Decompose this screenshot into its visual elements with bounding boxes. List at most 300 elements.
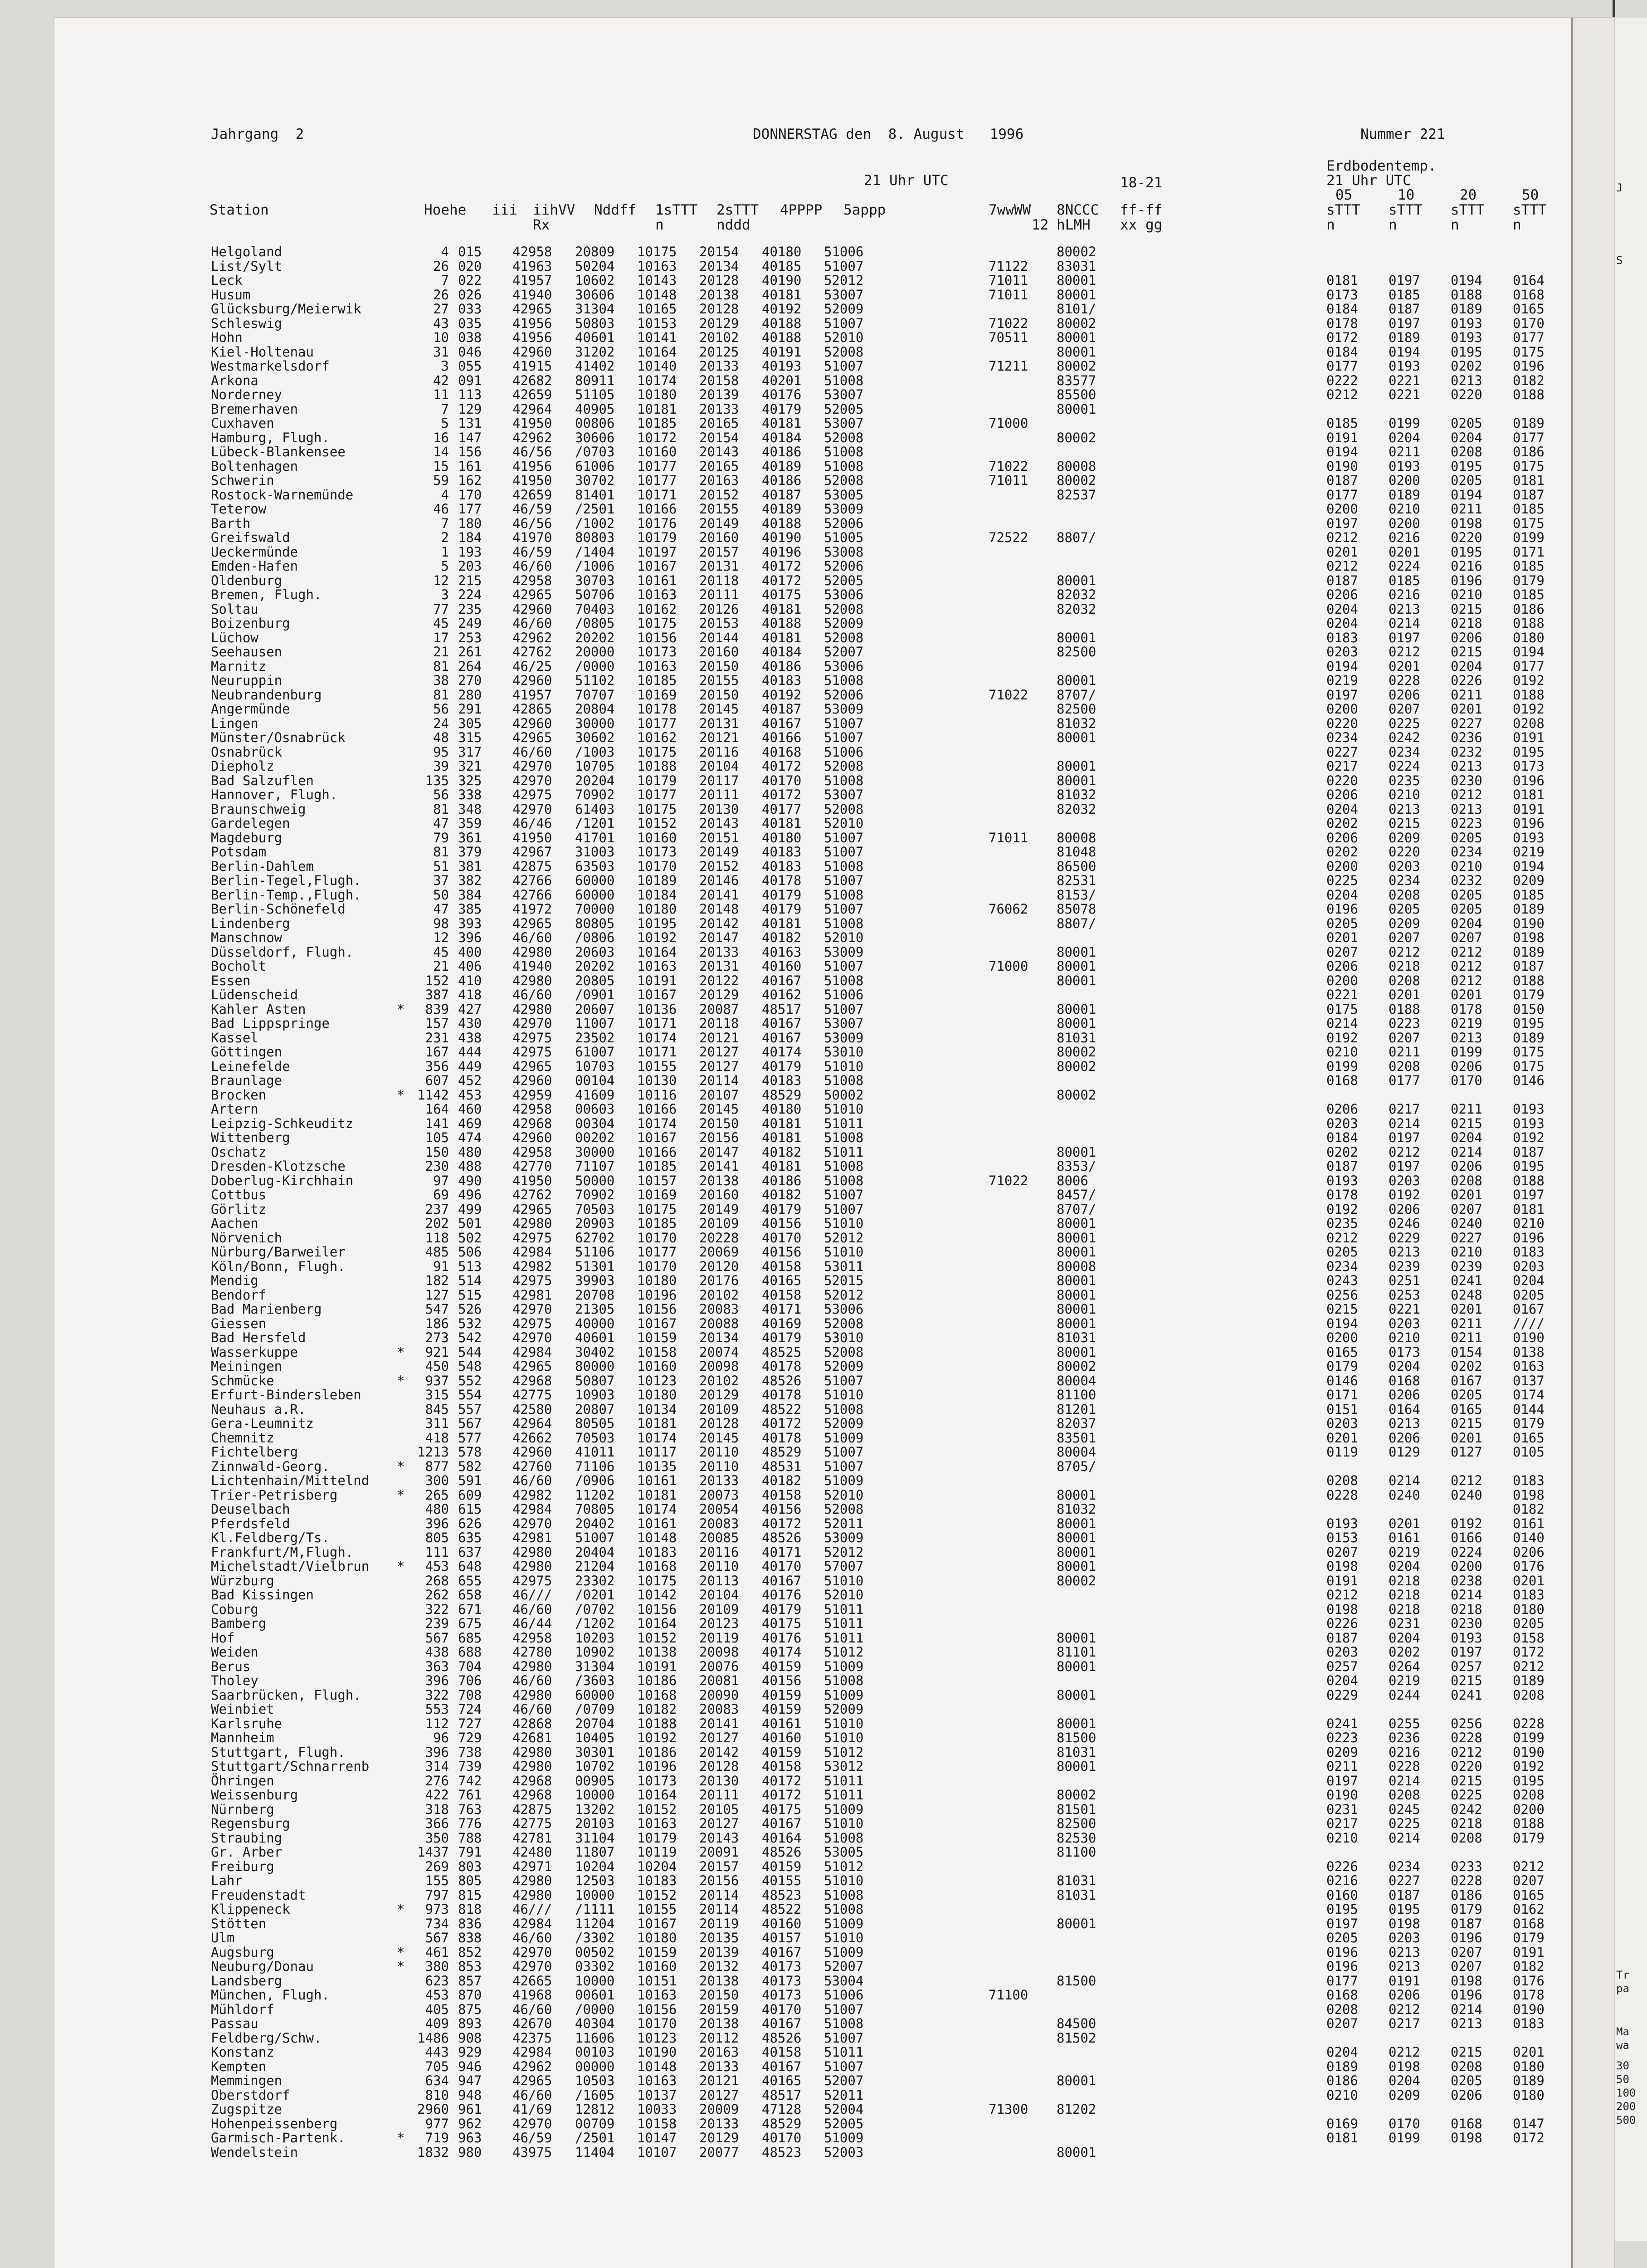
cell-station-name: Stuttgart/Schnarrenb — [211, 1759, 370, 1774]
cell-hoehe: 48 — [433, 730, 449, 745]
cell-station-name: Bad Salzuflen — [211, 772, 314, 788]
cell-soil-20: 0211 — [1451, 1315, 1482, 1331]
cell-soil-20: 0206 — [1451, 2087, 1482, 2103]
cell-iihvv: 42762 — [512, 644, 552, 660]
cell-soil-20: 0205 — [1451, 473, 1482, 488]
cell-1sttt: 10176 — [637, 515, 677, 531]
cell-iii: 961 — [458, 2102, 482, 2117]
cell-soil-20: 0215 — [1451, 1773, 1482, 1789]
cell-5appp: 53009 — [824, 501, 864, 517]
cell-soil-50: //// — [1513, 1315, 1545, 1331]
cell-iihvv: 42975 — [512, 1273, 552, 1288]
cell-1sttt: 10167 — [637, 1916, 677, 1931]
cell-5appp: 51009 — [824, 1658, 864, 1674]
cell-soil-20: 0206 — [1451, 1058, 1482, 1074]
cell-iii: 177 — [458, 501, 482, 517]
cell-8nccc: 83577 — [1057, 372, 1096, 388]
cell-5appp: 53004 — [824, 1973, 864, 1989]
cell-5appp: 51007 — [824, 315, 864, 331]
cell-2sttt: 20158 — [699, 372, 739, 388]
cell-nddff: 80911 — [575, 372, 615, 388]
cell-soil-20: 0213 — [1451, 1030, 1482, 1046]
cell-8nccc: 85500 — [1057, 387, 1096, 402]
cell-station-name: Teterow — [211, 501, 267, 517]
cell-nddff: 70902 — [575, 787, 615, 802]
cell-station-name: Helgoland — [211, 244, 283, 259]
cell-soil-05: 0210 — [1326, 2087, 1358, 2103]
cell-4pppp: 40156 — [762, 1501, 802, 1517]
cell-soil-10: 0203 — [1389, 1930, 1420, 1945]
cell-soil-50: 0180 — [1513, 630, 1545, 645]
cell-2sttt: 20129 — [699, 2130, 739, 2146]
cell-1sttt: 10160 — [637, 444, 677, 459]
cell-soil-20: 0154 — [1451, 1344, 1482, 1360]
cell-8nccc: 81031 — [1057, 1873, 1096, 1888]
col-header-ff-ff-sub: xx gg — [1120, 217, 1163, 233]
cell-8nccc: 82500 — [1057, 701, 1096, 717]
cell-2sttt: 20133 — [699, 2058, 739, 2074]
cell-soil-50: 0190 — [1513, 915, 1545, 931]
cell-iihvv: 42980 — [512, 944, 552, 960]
cell-iii: 131 — [458, 415, 482, 431]
cell-8nccc: 80001 — [1057, 673, 1096, 688]
cell-4pppp: 40180 — [762, 1101, 802, 1117]
cell-2sttt: 20127 — [699, 1816, 739, 1831]
cell-iihvv: 42968 — [512, 1787, 552, 1803]
col-header-hoehe: Hoehe — [424, 202, 467, 218]
cell-soil-05: 0208 — [1326, 1473, 1358, 1488]
cell-soil-05: 0203 — [1326, 1644, 1358, 1660]
cell-1sttt: 10180 — [637, 1387, 677, 1403]
cell-hoehe: 805 — [425, 1530, 449, 1545]
cell-4pppp: 40179 — [762, 887, 802, 903]
cell-soil-20: 0205 — [1451, 2073, 1482, 2088]
cell-iii: 532 — [458, 1315, 482, 1331]
cell-hoehe: 50 — [433, 887, 449, 903]
col-header-1sttt-sub: n — [655, 217, 664, 233]
cell-nddff: /1201 — [575, 816, 615, 831]
cell-hoehe: 366 — [425, 1816, 449, 1831]
cell-nddff: 31304 — [575, 301, 615, 317]
cell-2sttt: 20159 — [699, 2001, 739, 2017]
cell-soil-50: 0179 — [1513, 1830, 1545, 1846]
cell-soil-05: 0235 — [1326, 1216, 1358, 1231]
cell-4pppp: 40159 — [762, 1701, 802, 1717]
cell-soil-50: 0182 — [1513, 372, 1545, 388]
cell-nddff: 51007 — [575, 1530, 615, 1545]
cell-2sttt: 20148 — [699, 901, 739, 917]
cell-hoehe: 314 — [425, 1759, 449, 1774]
cell-soil-10: 0213 — [1389, 1944, 1420, 1960]
cell-soil-50: 0175 — [1513, 344, 1545, 360]
cell-8nccc: 81032 — [1057, 1501, 1096, 1517]
cell-4pppp: 40181 — [762, 601, 802, 617]
cell-soil-20: 0193 — [1451, 1630, 1482, 1646]
cell-iihvv: 46/60 — [512, 1930, 552, 1945]
cell-iii: 317 — [458, 744, 482, 760]
cell-2sttt: 20149 — [699, 844, 739, 860]
cell-soil-10: 0193 — [1389, 358, 1420, 374]
cell-5appp: 51010 — [824, 1873, 864, 1888]
cell-nddff: 30402 — [575, 1344, 615, 1360]
cell-hoehe: 300 — [425, 1473, 449, 1488]
cell-1sttt: 10195 — [637, 915, 677, 931]
cell-2sttt: 20146 — [699, 873, 739, 888]
cell-7wwww: 71022 — [989, 458, 1028, 474]
cell-5appp: 53007 — [824, 287, 864, 303]
cell-iihvv: 42964 — [512, 401, 552, 417]
cell-5appp: 57007 — [824, 1559, 864, 1574]
cell-soil-50: 0190 — [1513, 1744, 1545, 1760]
cell-hoehe: 79 — [433, 830, 449, 846]
cell-4pppp: 40174 — [762, 1644, 802, 1660]
cell-hoehe: 97 — [433, 1173, 449, 1188]
mountain-station-marker: * — [397, 1901, 405, 1917]
mountain-station-marker: * — [397, 1373, 405, 1388]
cell-soil-05: 0234 — [1326, 1258, 1358, 1274]
cell-iihvv: 42960 — [512, 715, 552, 731]
cell-soil-20: 0233 — [1451, 1858, 1482, 1874]
cell-5appp: 51012 — [824, 1744, 864, 1760]
cell-4pppp: 48522 — [762, 1401, 802, 1417]
cell-hoehe: 12 — [433, 930, 449, 945]
cell-1sttt: 10175 — [637, 1201, 677, 1217]
cell-iii: 963 — [458, 2130, 482, 2146]
cell-8nccc: 80001 — [1057, 973, 1096, 988]
cell-iii: 836 — [458, 1916, 482, 1931]
cell-soil-10: 0206 — [1389, 1987, 1420, 2003]
cell-hoehe: 21 — [433, 958, 449, 974]
cell-4pppp: 48525 — [762, 1344, 802, 1360]
cell-soil-10: 0201 — [1389, 987, 1420, 1002]
soil-header-n: n — [1451, 217, 1459, 233]
cell-hoehe: 81 — [433, 844, 449, 860]
cell-hoehe: 24 — [433, 715, 449, 731]
cell-nddff: 11807 — [575, 1844, 615, 1860]
cell-soil-10: 0206 — [1389, 1430, 1420, 1446]
cell-soil-50: 0163 — [1513, 1359, 1545, 1374]
cell-soil-20: 0202 — [1451, 1359, 1482, 1374]
cell-station-name: Cottbus — [211, 1187, 267, 1202]
cell-5appp: 52007 — [824, 1959, 864, 1974]
cell-soil-05: 0168 — [1326, 1987, 1358, 2003]
cell-4pppp: 40175 — [762, 587, 802, 602]
cell-iii: 980 — [458, 2144, 482, 2160]
cell-soil-50: 0209 — [1513, 873, 1545, 888]
cell-8nccc: 8807/ — [1057, 915, 1096, 931]
cell-nddff: 60000 — [575, 887, 615, 903]
cell-8nccc: 81031 — [1057, 1030, 1096, 1046]
cell-8nccc: 80001 — [1057, 758, 1096, 774]
cell-iii: 578 — [458, 1444, 482, 1460]
cell-1sttt: 10158 — [637, 2116, 677, 2131]
cell-4pppp: 48517 — [762, 2087, 802, 2103]
cell-soil-05: 0181 — [1326, 2130, 1358, 2146]
cell-iihvv: 46/// — [512, 1901, 552, 1917]
cell-nddff: 20000 — [575, 644, 615, 660]
cell-soil-50: 0193 — [1513, 830, 1545, 846]
cell-station-name: Diepholz — [211, 758, 274, 774]
cell-iihvv: 42970 — [512, 801, 552, 817]
cell-iihvv: 42984 — [512, 1916, 552, 1931]
cell-iii: 502 — [458, 1230, 482, 1246]
cell-soil-05: 0201 — [1326, 930, 1358, 945]
cell-soil-10: 0213 — [1389, 1416, 1420, 1431]
cell-4pppp: 40172 — [762, 787, 802, 802]
cell-iihvv: 42770 — [512, 1158, 552, 1174]
cell-iihvv: 42868 — [512, 1716, 552, 1731]
cell-nddff: 10203 — [575, 1630, 615, 1646]
cell-nddff: 80505 — [575, 1416, 615, 1431]
cell-8nccc: 80001 — [1057, 958, 1096, 974]
cell-4pppp: 40167 — [762, 1016, 802, 1031]
cell-soil-05: 0204 — [1326, 2044, 1358, 2060]
cell-1sttt: 10130 — [637, 1073, 677, 1088]
cell-8nccc: 80004 — [1057, 1444, 1096, 1460]
cell-iii: 875 — [458, 2001, 482, 2017]
cell-soil-50: 0212 — [1513, 1658, 1545, 1674]
cell-1sttt: 10181 — [637, 1416, 677, 1431]
cell-1sttt: 10163 — [637, 1816, 677, 1831]
cell-soil-20: 0205 — [1451, 1387, 1482, 1403]
mountain-station-marker: * — [397, 2130, 405, 2146]
cell-station-name: Lübeck-Blankensee — [211, 444, 346, 459]
cell-nddff: 31104 — [575, 1830, 615, 1846]
cell-2sttt: 20110 — [699, 1458, 739, 1474]
cell-soil-05: 0178 — [1326, 1187, 1358, 1202]
cell-soil-20: 0170 — [1451, 1073, 1482, 1088]
cell-soil-05: 0217 — [1326, 1816, 1358, 1831]
cell-hoehe: 7 — [441, 401, 449, 417]
cell-iii: 410 — [458, 973, 482, 988]
cell-iihvv: 42975 — [512, 1573, 552, 1589]
cell-iii: 033 — [458, 301, 482, 317]
cell-1sttt: 10178 — [637, 701, 677, 717]
soil-header-sttt: sTTT — [1389, 202, 1423, 218]
cell-soil-50: 0174 — [1513, 1387, 1545, 1403]
cell-4pppp: 40196 — [762, 544, 802, 560]
cell-1sttt: 10170 — [637, 1258, 677, 1274]
cell-hoehe: 1 — [441, 544, 449, 560]
cell-soil-20: 0220 — [1451, 1759, 1482, 1774]
cell-soil-05: 0196 — [1326, 1944, 1358, 1960]
cell-soil-50: 0194 — [1513, 644, 1545, 660]
cell-1sttt: 10161 — [637, 1473, 677, 1488]
cell-iii: 046 — [458, 344, 482, 360]
cell-5appp: 52008 — [824, 1344, 864, 1360]
cell-iihvv: 46/56 — [512, 444, 552, 459]
cell-4pppp: 40191 — [762, 344, 802, 360]
cell-5appp: 51007 — [824, 830, 864, 846]
cell-iii: 591 — [458, 1473, 482, 1488]
cell-station-name: Neuhaus a.R. — [211, 1401, 306, 1417]
cell-station-name: Bremen, Flugh. — [211, 587, 322, 602]
cell-2sttt: 20176 — [699, 1273, 739, 1288]
cell-8nccc: 82500 — [1057, 644, 1096, 660]
cell-4pppp: 40170 — [762, 2001, 802, 2017]
cell-2sttt: 20102 — [699, 1373, 739, 1388]
cell-nddff: 13202 — [575, 1801, 615, 1817]
cell-hoehe: 380 — [425, 1959, 449, 1974]
cell-station-name: Bremerhaven — [211, 401, 298, 417]
cell-2sttt: 20145 — [699, 701, 739, 717]
cell-2sttt: 20127 — [699, 1058, 739, 1074]
col-header-2sttt: 2sTTT — [716, 202, 759, 218]
cell-2sttt: 20105 — [699, 1801, 739, 1817]
cell-iii: 170 — [458, 487, 482, 503]
cell-iii: 567 — [458, 1416, 482, 1431]
cell-1sttt: 10163 — [637, 258, 677, 274]
cell-soil-50: 0193 — [1513, 1101, 1545, 1117]
cell-hoehe: 112 — [425, 1716, 449, 1731]
cell-5appp: 53010 — [824, 1330, 864, 1345]
cell-soil-05: 0229 — [1326, 1687, 1358, 1703]
cell-4pppp: 40192 — [762, 687, 802, 703]
cell-soil-20: 0215 — [1451, 1673, 1482, 1688]
cell-4pppp: 48529 — [762, 1444, 802, 1460]
cell-iihvv: 46/60 — [512, 2001, 552, 2017]
cell-soil-10: 0235 — [1389, 772, 1420, 788]
cell-iii: 235 — [458, 601, 482, 617]
cell-nddff: 00601 — [575, 1987, 615, 2003]
cell-2sttt: 20125 — [699, 344, 739, 360]
cell-soil-20: 0213 — [1451, 372, 1482, 388]
cell-soil-05: 0168 — [1326, 1073, 1358, 1088]
cell-2sttt: 20104 — [699, 1587, 739, 1603]
cell-2sttt: 20132 — [699, 1959, 739, 1974]
cell-hoehe: 39 — [433, 758, 449, 774]
cell-4pppp: 40186 — [762, 473, 802, 488]
cell-iii: 215 — [458, 572, 482, 588]
cell-1sttt: 10174 — [637, 1115, 677, 1131]
cell-iii: 506 — [458, 1244, 482, 1260]
cell-soil-10: 0212 — [1389, 2044, 1420, 2060]
cell-iihvv: 41950 — [512, 1173, 552, 1188]
cell-8nccc: 80002 — [1057, 1058, 1096, 1074]
cell-soil-20: 0189 — [1451, 301, 1482, 317]
cell-iihvv: 42962 — [512, 2058, 552, 2074]
next-page-fragment: 500 — [1616, 2114, 1636, 2126]
cell-1sttt: 10180 — [637, 1273, 677, 1288]
cell-soil-05: 0194 — [1326, 658, 1358, 674]
cell-1sttt: 10173 — [637, 1773, 677, 1789]
cell-soil-05: 0220 — [1326, 715, 1358, 731]
cell-station-name: Berus — [211, 1658, 251, 1674]
cell-soil-05: 0169 — [1326, 2116, 1358, 2131]
cell-iihvv: 42980 — [512, 973, 552, 988]
cell-iii: 113 — [458, 387, 482, 402]
cell-hoehe: 157 — [425, 1016, 449, 1031]
cell-iii: 385 — [458, 901, 482, 917]
cell-soil-05: 0193 — [1326, 1515, 1358, 1531]
cell-iii: 637 — [458, 1544, 482, 1560]
cell-iihvv: 42980 — [512, 1744, 552, 1760]
cell-4pppp: 40183 — [762, 1073, 802, 1088]
cell-4pppp: 40171 — [762, 1544, 802, 1560]
cell-soil-20: 0201 — [1451, 1187, 1482, 1202]
cell-soil-10: 0201 — [1389, 544, 1420, 560]
cell-2sttt: 20076 — [699, 1658, 739, 1674]
cell-soil-50: 0193 — [1513, 1115, 1545, 1131]
cell-2sttt: 20135 — [699, 1930, 739, 1945]
cell-soil-20: 0220 — [1451, 530, 1482, 545]
cell-4pppp: 40172 — [762, 572, 802, 588]
cell-1sttt: 10138 — [637, 1644, 677, 1660]
cell-hoehe: 1142 — [417, 1087, 449, 1103]
mountain-station-marker: * — [397, 1344, 405, 1360]
cell-iii: 038 — [458, 330, 482, 345]
cell-soil-10: 0234 — [1389, 744, 1420, 760]
cell-hoehe: 11 — [433, 387, 449, 402]
cell-soil-05: 0187 — [1326, 1158, 1358, 1174]
cell-soil-50: 0177 — [1513, 658, 1545, 674]
cell-hoehe: 47 — [433, 901, 449, 917]
cell-5appp: 52015 — [824, 1273, 864, 1288]
cell-soil-20: 0186 — [1451, 1887, 1482, 1903]
cell-soil-10: 0202 — [1389, 1644, 1420, 1660]
cell-soil-50: 0201 — [1513, 1573, 1545, 1589]
cell-nddff: 20204 — [575, 772, 615, 788]
cell-nddff: 30703 — [575, 572, 615, 588]
cell-1sttt: 10160 — [637, 1959, 677, 1974]
cell-2sttt: 20149 — [699, 515, 739, 531]
cell-soil-50: 0180 — [1513, 2087, 1545, 2103]
cell-iii: 444 — [458, 1044, 482, 1060]
cell-2sttt: 20154 — [699, 244, 739, 259]
cell-2sttt: 20102 — [699, 330, 739, 345]
cell-5appp: 52005 — [824, 401, 864, 417]
cell-station-name: Memmingen — [211, 2073, 283, 2088]
cell-hoehe: 141 — [425, 1115, 449, 1131]
next-page-fragment: 30 — [1616, 2059, 1629, 2072]
cell-nddff: 71106 — [575, 1458, 615, 1474]
cell-station-name: Husum — [211, 287, 251, 303]
cell-iihvv: 42968 — [512, 1373, 552, 1388]
cell-soil-05: 0234 — [1326, 730, 1358, 745]
cell-soil-50: 0192 — [1513, 673, 1545, 688]
cell-soil-20: 0167 — [1451, 1373, 1482, 1388]
cell-1sttt: 10169 — [637, 687, 677, 703]
cell-2sttt: 20141 — [699, 1716, 739, 1731]
cell-4pppp: 40170 — [762, 1559, 802, 1574]
cell-5appp: 52008 — [824, 630, 864, 645]
cell-soil-20: 0198 — [1451, 2130, 1482, 2146]
cell-4pppp: 40167 — [762, 1816, 802, 1831]
cell-nddff: 41701 — [575, 830, 615, 846]
cell-soil-20: 0216 — [1451, 558, 1482, 574]
cell-nddff: 20704 — [575, 1716, 615, 1731]
cell-iihvv: 42970 — [512, 1301, 552, 1317]
cell-soil-20: 0127 — [1451, 1444, 1482, 1460]
cell-iihvv: 41/69 — [512, 2102, 552, 2117]
cell-nddff: 00304 — [575, 1115, 615, 1131]
cell-station-name: Bad Marienberg — [211, 1301, 322, 1317]
cell-iihvv: 42375 — [512, 2030, 552, 2046]
cell-soil-10: 0223 — [1389, 1016, 1420, 1031]
cell-hoehe: 262 — [425, 1587, 449, 1603]
cell-nddff: 70503 — [575, 1201, 615, 1217]
cell-soil-05: 0184 — [1326, 301, 1358, 317]
cell-iii: 325 — [458, 772, 482, 788]
cell-soil-50: 0177 — [1513, 330, 1545, 345]
cell-iii: 946 — [458, 2058, 482, 2074]
cell-2sttt: 20142 — [699, 1744, 739, 1760]
cell-4pppp: 40176 — [762, 387, 802, 402]
cell-4pppp: 40176 — [762, 1630, 802, 1646]
soil-depth-50: 50 — [1522, 187, 1539, 203]
cell-station-name: Boizenburg — [211, 616, 290, 631]
cell-iii: 947 — [458, 2073, 482, 2088]
